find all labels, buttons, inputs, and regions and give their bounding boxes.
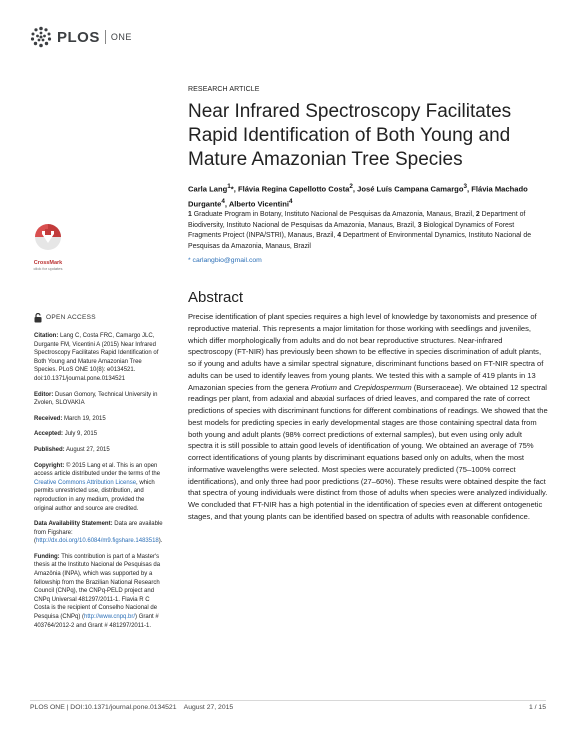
accepted-date: July 9, 2015: [64, 431, 98, 438]
crossmark-icon: [33, 222, 63, 254]
page-number: 1 / 15: [528, 704, 546, 711]
email-address[interactable]: carlangbio@gmail.com: [192, 257, 262, 264]
citation-block: [34, 332, 164, 384]
copyright-text-pre: © 2015 Lang et al. This is an open access article distributed under the terms of the: [34, 462, 161, 478]
corresponding-email: [188, 257, 262, 264]
abstract-heading: Abstract: [188, 289, 244, 306]
copyright-text-post: , which permits unrestricted use, distribution, and reproduction in any medium, provided the original author and source are credited.: [34, 479, 155, 512]
funding-label: Funding:: [34, 553, 60, 560]
journal-name: PLOS: [57, 28, 100, 46]
page-footer: [30, 704, 546, 711]
figshare-link[interactable]: http://dx.doi.org/10.6084/m9.figshare.1483518: [36, 538, 159, 545]
open-access-label: OPEN ACCESS: [46, 313, 96, 321]
crossmark-label: CrossMark: [33, 260, 63, 266]
published-date: August 27, 2015: [66, 446, 110, 453]
received-label: Received:: [34, 415, 63, 422]
copyright-block: [34, 462, 164, 514]
citation-text: Lang C, Costa FRC, Camargo JLC, Durgante FM, Vicentini A (2015) Near Infrared Spectroscopy Facilitates Rapid Identification of Both Young and Mature Amazonian Tree Species. PLoS ONE 10(8): e0134521. doi:10.1371/journal.pone.0134521: [34, 333, 159, 382]
author-list: Carla Lang$^1$*, Flávia Regina Capellotto Costa$^2$, José Luís Campana Camargo$^3$, Flávia Machado Durgante$^4$, Alberto Vicentini$^4$: [188, 183, 528, 209]
footer-citation: PLOS ONE | DOI:10.1371/journal.pone.0134521 August 27, 2015: [30, 704, 234, 711]
funding-text-pre: This contribution is part of a Master's thesis at the Instituto Nacional de Pesquisas da Amazônia (INPA), which was supported by a fellowship from the Brazilian National Research Council (CNPq), the CNPq-PELD project and CNPq Universal 481297/2011-1. Flavia R C Costa is the recipient of Conselho Nacional de Pesquisa (CNPq) (: [34, 553, 161, 621]
plos-logo-icon: [30, 26, 52, 48]
received-block: [34, 415, 164, 424]
cnpq-link[interactable]: http://www.cnpq.br/: [84, 614, 136, 621]
editor-text: Dusan Gomory, Technical University in Zvolen, SLOVAKIA: [34, 391, 158, 407]
funding-block: [34, 553, 164, 630]
article-type: RESEARCH ARTICLE: [188, 86, 260, 93]
published-block: [34, 446, 164, 455]
editor-label: Editor:: [34, 391, 54, 398]
funding-text-post: ) Grant # 403764/2012-2 and Grant # 481297/2011-1.: [34, 614, 159, 629]
open-access-badge: [34, 313, 164, 323]
data-availability-block: [34, 520, 164, 546]
journal-logo: [30, 26, 132, 48]
accepted-label: Accepted:: [34, 431, 64, 438]
email-marker: *: [188, 257, 191, 264]
footer-divider: [30, 700, 546, 701]
journal-suffix: ONE: [110, 32, 132, 42]
affiliations: 1 Graduate Program in Botany, Instituto Nacional de Pesquisas da Amazonia, Manaus, Brazil, 2 Department of Biodiversity, Instituto Nacional de Pesquisas da Amazonia, Manaus, Brazil, 3 Biological Dynamics of Forest Fragments Project (INPA/STRI), Manaus, Brazil, 4 Department of Environmental Dynamics, Instituto Nacional de Pesquisas da Amazonia, Manaus, Brazil: [188, 211, 532, 250]
published-label: Published:: [34, 446, 65, 453]
crossmark-badge[interactable]: [30, 222, 66, 271]
article-title: Near Infrared Spectroscopy Facilitates Rapid Identification of Both Young and Mature Amazonian Tree Species: [188, 101, 512, 170]
license-link[interactable]: Creative Commons Attribution License: [34, 479, 137, 486]
accepted-block: [34, 430, 164, 439]
abstract-body: Precise identification of plant species requires a high level of knowledge by taxonomists and presence of reproductive material. This represents a major limitation for those working with seedlings and juveniles, which differ morphologically from adults and do not bear reproductive structures. Near-infrared spectroscopy (FT-NIR) has previously been shown to be effective in species discrimination of adult plants, so if young and adults have a similar spectral signature, discriminant functions based on FT-NIR spectra of adults can be used to identify leaves from young plants. We tested this with a sample of 419 plants in 13 Amazonian species from the genera Protium and Crepidospermum (Burseraceae). We obtained 12 spectral readings per plant, from adaxial and abaxial surfaces of dried leaves, and compared the rate of correct predictions of species with discriminant functions for different combinations of readings. We showed that the best models for predicting species in early developmental stages are those containing spectral data from both young and adult plants (98% correct predictions of external samples), but even using only adult spectra it is still possible to attain good levels of identification of young. We obtained an average of 75% correct identifications of young plants by discriminant equations based only on adults, when the most informative wavelengths were selected. Most species were accurately predicted (75–100% correct identifications), and only three had poor predictions (27–60%). These results were obtained despite the fact that spectra of young individuals were distinct from those of adults when species were analyzed individually. We concluded that FT-NIR has a high potential in the identification of species even at different ontogenetic stages, and that young plants can be identified based on spectra of adults with reasonable confidence.: [188, 312, 548, 521]
crossmark-sublabel: click for updates: [33, 266, 63, 271]
data-availability-label: Data Availability Statement:: [34, 521, 113, 528]
copyright-label: Copyright:: [34, 462, 65, 469]
data-availability-post: ).: [158, 538, 163, 545]
open-lock-icon: [34, 313, 42, 323]
data-availability-pre: Data are available from Figshare: (: [34, 521, 163, 545]
editor-block: [34, 391, 164, 408]
received-date: March 19, 2015: [64, 415, 106, 422]
logo-divider: [105, 30, 106, 44]
article-info-sidebar: [34, 313, 164, 637]
citation-label: Citation:: [34, 333, 59, 339]
